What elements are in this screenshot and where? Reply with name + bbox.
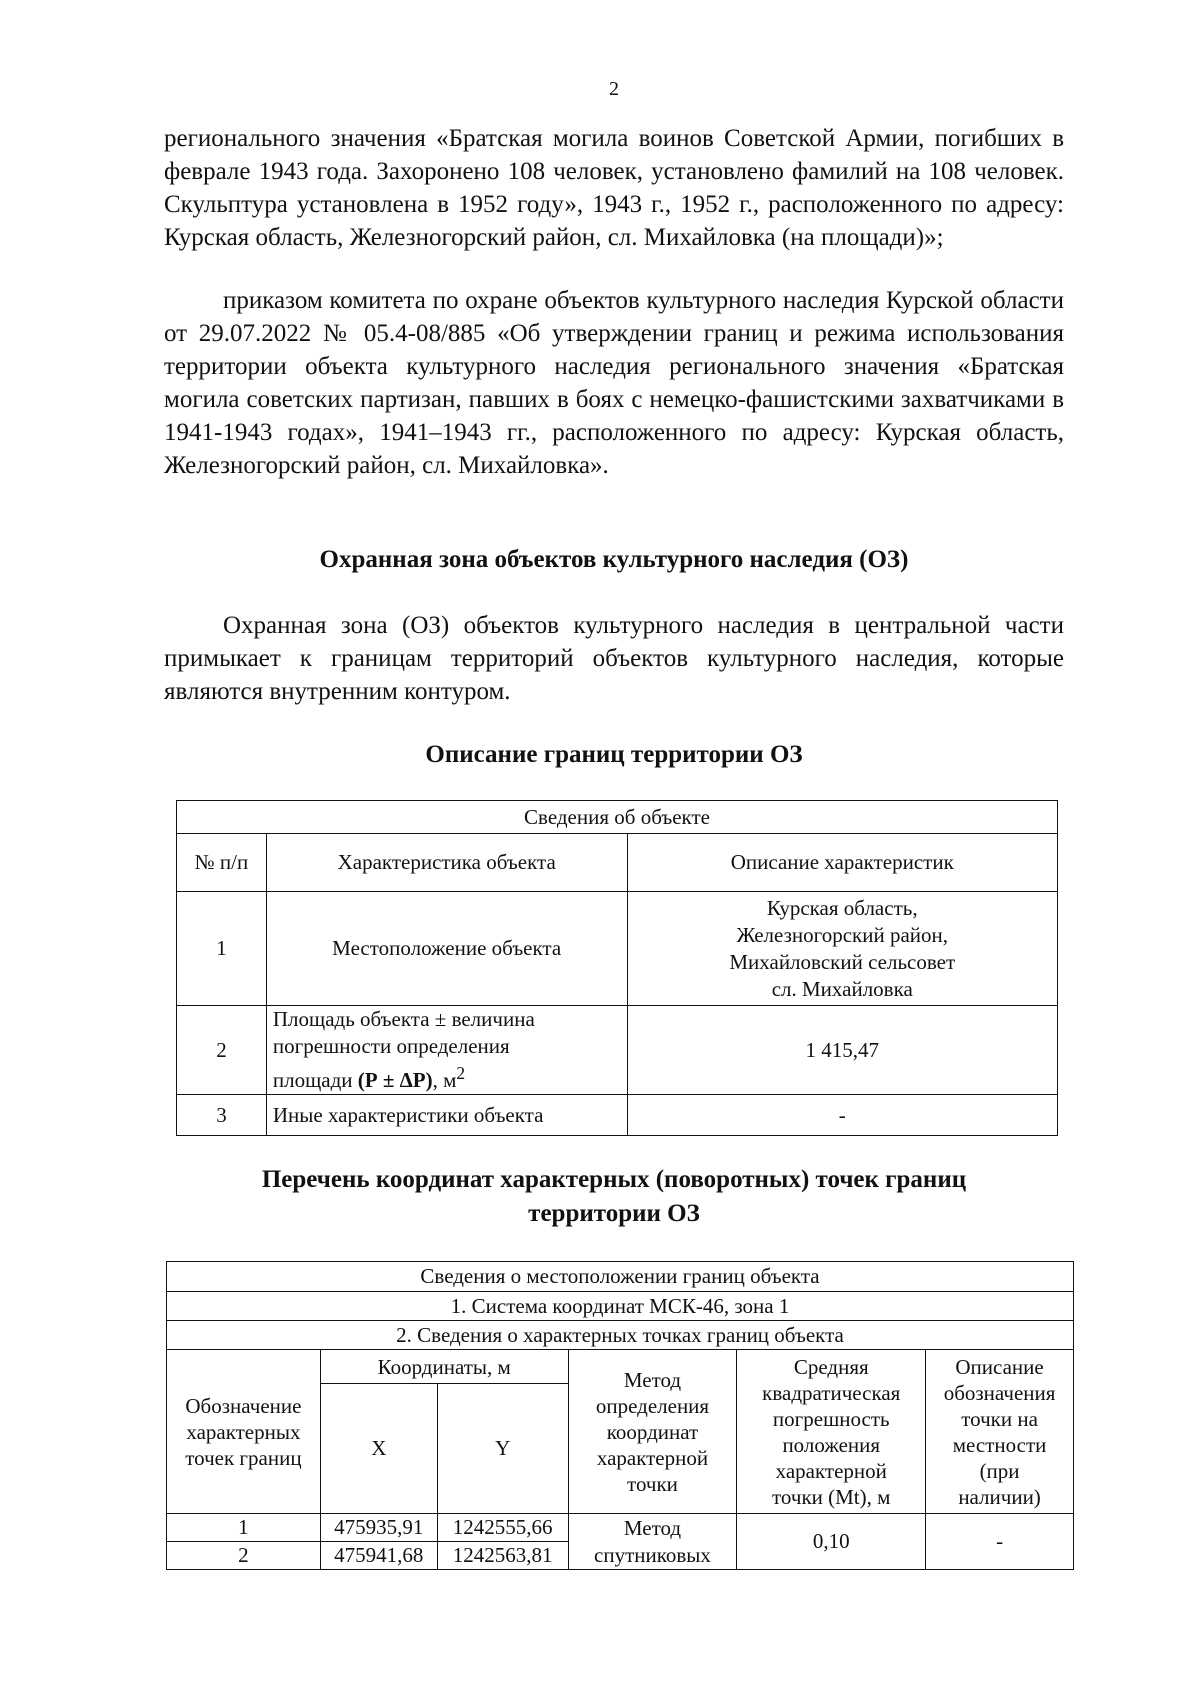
header-num: № п/п [177, 834, 267, 892]
header-line: точки [627, 1471, 678, 1496]
header-line: обозначения [943, 1380, 1056, 1405]
point-y: 1242563,81 [437, 1542, 568, 1570]
row-number: 1 [177, 892, 267, 1006]
row-number: 2 [177, 1006, 267, 1095]
value-line: сл. Михайловка [771, 976, 913, 1001]
point-number: 1 [167, 1514, 321, 1542]
row-value: 1 415,47 [627, 1006, 1058, 1095]
header-line: координат [606, 1419, 699, 1444]
row-characteristic: Иные характеристики объекта [266, 1095, 627, 1136]
header-line: Метод [623, 1367, 682, 1392]
header-coordinates: Координаты, м [320, 1350, 568, 1384]
header-point-designation [167, 1350, 321, 1514]
header-line: точки (Mt), м [772, 1484, 891, 1509]
header-line: определения [595, 1393, 710, 1418]
point-x: 475935,91 [320, 1514, 437, 1542]
header-method [568, 1350, 737, 1514]
heading-line: Перечень координат характерных (поворотных) точек границ [261, 1166, 967, 1193]
header-line: точки на [961, 1406, 1038, 1431]
heading-line: территории ОЗ [528, 1200, 700, 1227]
header-line: характерной [775, 1458, 887, 1483]
value-line: Михайловский сельсовет [729, 949, 956, 974]
paragraph-order-1-continuation: регионального значения «Братская могила воинов Советской Армии, погибших в феврале 1943 года. Захоронено 108 человек, установлено фамилий на 108 человек. Скульптура установлена в 1952 году», 1943 г., 1952 г., расположенного по адресу: Курская область, Железногорский район, сл. Михайловка (на площади)»; [164, 125, 1064, 251]
header-line: местности [952, 1432, 1047, 1457]
row-characteristic: Местоположение объекта [266, 892, 627, 1006]
value-line: Железногорский район, [736, 922, 949, 947]
header-characteristic: Характеристика объекта [266, 834, 627, 892]
row-number: 3 [177, 1095, 267, 1136]
row-value: - [627, 1095, 1058, 1136]
value-line: Курская область, [766, 895, 918, 920]
heading-protection-zone: Охранная зона объектов культурного наследия (ОЗ) [319, 546, 909, 573]
header-line: Обозначение [185, 1393, 302, 1418]
header-line: Средняя [793, 1354, 869, 1379]
table-row [167, 1514, 1074, 1542]
header-line: положения [782, 1432, 881, 1457]
header-mean-error [737, 1350, 926, 1514]
header-point-description [926, 1350, 1074, 1514]
area-unit: , м [432, 1068, 457, 1092]
area-label: площади [272, 1068, 358, 1092]
coords-caption-system: 1. Система координат МСК-46, зона 1 [167, 1292, 1074, 1321]
page-number: 2 [609, 78, 619, 100]
paragraph-order-2: приказом комитета по охране объектов культурного наследия Курской области от 29.07.2022 № 05.4-08/885 «Об утверждении границ и режима использования территории объекта культурного наследия регионального значения «Братская могила советских партизан, павших в боях с немецко-фашистскими захватчиками в 1941-1943 годах», 1941–1943 гг., расположенного по адресу: Курская область, Железногорский район, сл. Михайловка». [164, 287, 1064, 479]
object-table-caption: Сведения об объекте [177, 801, 1058, 834]
header-line: характерной [596, 1445, 709, 1470]
coords-caption-location: Сведения о местоположении границ объекта [167, 1262, 1074, 1292]
row-characteristic [266, 1006, 627, 1095]
table-row [177, 892, 1058, 1006]
header-x: X [320, 1384, 437, 1514]
heading-coordinates-list [164, 1163, 1064, 1231]
characteristic-line: Площадь объекта ± величина [272, 1007, 535, 1031]
point-x: 475941,68 [320, 1542, 437, 1570]
point-mean-error: 0,10 [737, 1514, 926, 1570]
area-unit-exponent: 2 [456, 1063, 466, 1083]
coords-caption-points: 2. Сведения о характерных точках границ объекта [167, 1321, 1074, 1350]
heading-boundary-description: Описание границ территории ОЗ [425, 741, 803, 768]
point-number: 2 [167, 1542, 321, 1570]
header-line: Описание [955, 1354, 1044, 1379]
method-line: спутниковых [594, 1542, 711, 1567]
header-line: погрешность [772, 1406, 890, 1431]
object-info-table [176, 800, 1058, 1136]
header-line: наличии) [958, 1484, 1041, 1509]
row-value [627, 892, 1058, 1006]
point-description: - [926, 1514, 1074, 1570]
header-line: характерных [186, 1419, 301, 1444]
header-description: Описание характеристик [627, 834, 1058, 892]
area-formula: (Р ± ΔР) [357, 1068, 433, 1092]
header-y: Y [437, 1384, 568, 1514]
table-row [177, 1095, 1058, 1136]
header-line: точек границ [185, 1445, 302, 1470]
table-row [177, 1006, 1058, 1095]
characteristic-line [273, 1060, 621, 1094]
header-line: (при [979, 1458, 1020, 1483]
paragraph-zone-description: Охранная зона (ОЗ) объектов культурного наследия в центральной части примыкает к границам территорий объектов культурного наследия, которые являются внутренним контуром. [164, 612, 1064, 705]
point-y: 1242555,66 [437, 1514, 568, 1542]
point-method [568, 1514, 737, 1570]
method-line: Метод [623, 1515, 682, 1540]
header-line: квадратическая [762, 1380, 901, 1405]
characteristic-line: погрешности определения [272, 1034, 510, 1058]
coordinates-table [166, 1261, 1074, 1570]
